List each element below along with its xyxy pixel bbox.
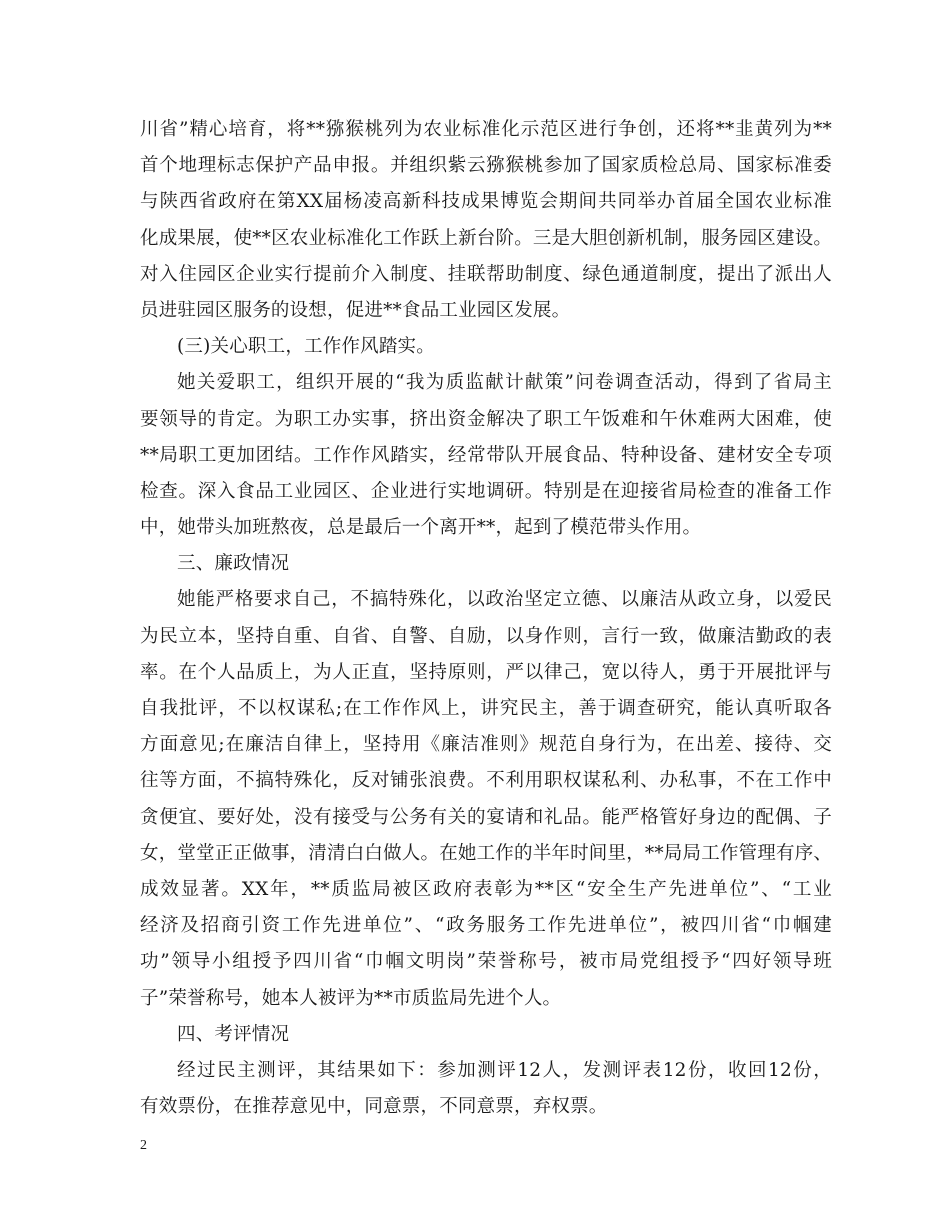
text-line: 三、廉政情况 — [177, 553, 290, 575]
text-line: 女，堂堂正正做事，清清白白做人。在她工作的半年时间里，**局局工作管理有序、 — [140, 842, 833, 864]
text-line: 检查。深入食品工业园区、企业进行实地调研。特别是在迎接省局检查的准备工作 — [140, 480, 832, 502]
text-line: 员进驻园区服务的设想，促进**食品工业园区发展。 — [140, 299, 571, 321]
text-line: (三)关心职工，工作作风踏实。 — [177, 336, 435, 358]
page-number: 2 — [140, 1138, 147, 1153]
text-line: 贪便宜、要好处，没有接受与公务有关的宴请和礼品。能严格管好身边的配偶、子 — [140, 806, 832, 828]
text-line: 要领导的肯定。为职工办实事，挤出资金解决了职工午饭难和午休难两大困难，使 — [140, 408, 832, 430]
text-line: 化成果展，使**区农业标准化工作跃上新台阶。三是大胆创新机制，服务园区建设。 — [140, 227, 833, 249]
text-line: 经济及招商引资工作先进单位”、“政务服务工作先进单位”，被四川省“巾帼建 — [140, 915, 832, 937]
text-line: 率。在个人品质上，为人正直，坚持原则，严以律己，宽以待人，勇于开展批评与 — [140, 661, 832, 683]
text-line: 四、考评情况 — [177, 1023, 290, 1045]
text-line: 方面意见;在廉洁自律上，坚持用《廉洁准则》规范自身行为，在出差、接待、交 — [140, 734, 832, 756]
text-line: 对入住园区企业实行提前介入制度、挂联帮助制度、绿色通道制度，提出了派出人 — [140, 263, 832, 285]
text-line: 首个地理标志保护产品申报。并组织紫云猕猴桃参加了国家质检总局、国家标准委 — [140, 155, 832, 177]
text-line: 往等方面，不搞特殊化，反对铺张浪费。不利用职权谋私利、办私事，不在工作中 — [140, 770, 832, 792]
text-line: 有效票份，在推荐意见中，同意票，不同意票，弃权票。 — [140, 1096, 608, 1118]
text-line: 功”领导小组授予四川省“巾帼文明岗”荣誉称号，被市局党组授予“四好领导班 — [140, 951, 832, 973]
text-line: 经过民主测评，其结果如下：参加测评12人，发测评表12份，收回12份， — [177, 1059, 832, 1081]
text-line: 与陕西省政府在第XX届杨凌高新科技成果博览会期间共同举办首届全国农业标准 — [140, 191, 832, 213]
text-line: 中，她带头加班熬夜，总是最后一个离开**，起到了模范带头作用。 — [140, 517, 702, 539]
text-line: 自我批评，不以权谋私;在工作作风上，讲究民主，善于调查研究，能认真听取各 — [140, 698, 832, 719]
text-line: 她能严格要求自己，不搞特殊化，以政治坚定立德、以廉洁从政立身，以爱民 — [177, 589, 832, 611]
text-line: 她关爱职工，组织开展的“我为质监献计献策”问卷调查活动，得到了省局主 — [177, 372, 832, 394]
text-line: 川省”精心培育，将**猕猴桃列为农业标准化示范区进行争创，还将**韭黄列为** — [140, 119, 832, 140]
text-line: 子”荣誉称号，她本人被评为**市质监局先进个人。 — [140, 987, 562, 1009]
document-body — [140, 112, 832, 1125]
text-line: 为民立本，坚持自重、自省、自警、自励，以身作则，言行一致，做廉洁勤政的表 — [140, 625, 832, 647]
text-line: **局职工更加团结。工作作风踏实，经常带队开展食品、特种设备、建材安全专项 — [140, 444, 832, 466]
text-line: 成效显著。XX年，**质监局被区政府表彰为**区“安全生产先进单位”、“工业 — [140, 878, 832, 900]
